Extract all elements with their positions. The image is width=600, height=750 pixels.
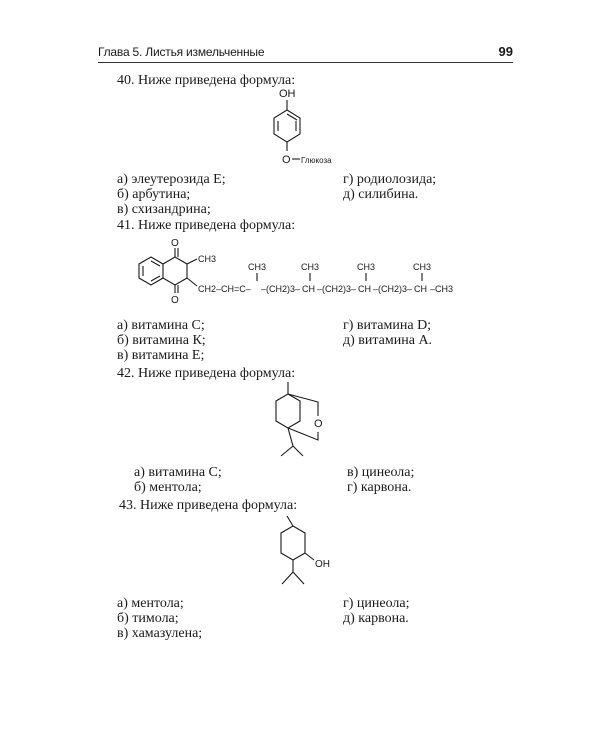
chain-ch2-3: –(CH2)3–: [261, 284, 301, 294]
cyclohexane-ring: [276, 394, 300, 428]
chain-ch2: CH2: [198, 284, 217, 294]
carbonyl-oxygen: O: [171, 238, 179, 249]
option[interactable]: г) цинеола;: [343, 596, 410, 611]
page-number: 99: [498, 44, 513, 59]
option[interactable]: г) витамина D;: [343, 318, 432, 333]
bond: [305, 553, 314, 560]
question-42-stem: 42. Ниже приведена формула:: [117, 366, 296, 381]
option[interactable]: б) витамина К;: [117, 333, 206, 348]
cyclohexane-ring: [281, 526, 305, 560]
methyl-bond: [293, 572, 304, 584]
option[interactable]: б) арбутина;: [117, 187, 191, 202]
option[interactable]: б) тимола;: [117, 611, 179, 626]
carbonyl-oxygen: O: [171, 295, 179, 306]
hydroxyl-label: OH: [279, 88, 296, 100]
vitamin-k-structure: [130, 234, 475, 314]
glucose-label: Глюкоза: [301, 156, 332, 165]
methyl-bond: [293, 446, 303, 456]
chain-ch2-3: –(CH2)3–: [373, 284, 413, 294]
option[interactable]: д) силибина.: [343, 187, 419, 202]
chain-ch: CH: [302, 284, 315, 294]
arbutin-structure: [255, 84, 355, 174]
methyl-bond: [282, 572, 293, 584]
option[interactable]: а) витамина С;: [117, 318, 205, 333]
chain-ch-eq-c: –CH=C–: [216, 284, 251, 294]
option[interactable]: д) карвона.: [343, 611, 409, 626]
oxygen-label: O: [314, 418, 323, 430]
bond: [187, 278, 197, 286]
methyl-label: CH3: [301, 262, 320, 272]
option[interactable]: а) ментола;: [117, 596, 184, 611]
option[interactable]: в) схизандрина;: [117, 202, 211, 217]
bond: [187, 259, 197, 264]
methyl-bond: [287, 516, 293, 526]
option[interactable]: в) витамина Е;: [117, 348, 205, 363]
methyl-label: CH3: [248, 262, 267, 272]
methyl-label: CH3: [198, 254, 217, 264]
option[interactable]: а) элеутерозида Е;: [117, 172, 226, 187]
option[interactable]: а) витамина С;: [134, 465, 222, 480]
ether-bridge: [288, 394, 318, 416]
bond: [288, 428, 293, 446]
methyl-bond: [281, 446, 293, 456]
option[interactable]: г) родиолозида;: [343, 172, 437, 187]
hydroxyl-label: OH: [315, 559, 330, 570]
question-41-stem: 41. Ниже приведена формула:: [117, 218, 296, 233]
option[interactable]: в) цинеола;: [347, 465, 415, 480]
option[interactable]: г) карвона.: [347, 480, 412, 495]
question-40-stem: 40. Ниже приведена формула:: [117, 73, 296, 88]
chapter-title: Глава 5. Листья измельченные: [98, 45, 265, 59]
oxygen-label: O: [282, 154, 291, 166]
quinone-ring: [163, 257, 187, 285]
running-head: [98, 44, 513, 63]
cineole-structure: [263, 380, 343, 465]
methyl-label: CH3: [413, 262, 432, 272]
option[interactable]: д) витамина А.: [343, 333, 433, 348]
chain-ch2-3: –(CH2)3–: [317, 284, 357, 294]
chain-ch: CH: [414, 284, 427, 294]
terminal-methyl: –CH3: [430, 284, 454, 294]
methyl-label: CH3: [357, 262, 376, 272]
option[interactable]: б) ментола;: [134, 480, 202, 495]
chain-ch: CH: [358, 284, 371, 294]
option[interactable]: в) хамазулена;: [117, 626, 203, 641]
question-43-stem: 43. Ниже приведена формула:: [119, 498, 298, 513]
menthol-structure: [265, 514, 355, 594]
